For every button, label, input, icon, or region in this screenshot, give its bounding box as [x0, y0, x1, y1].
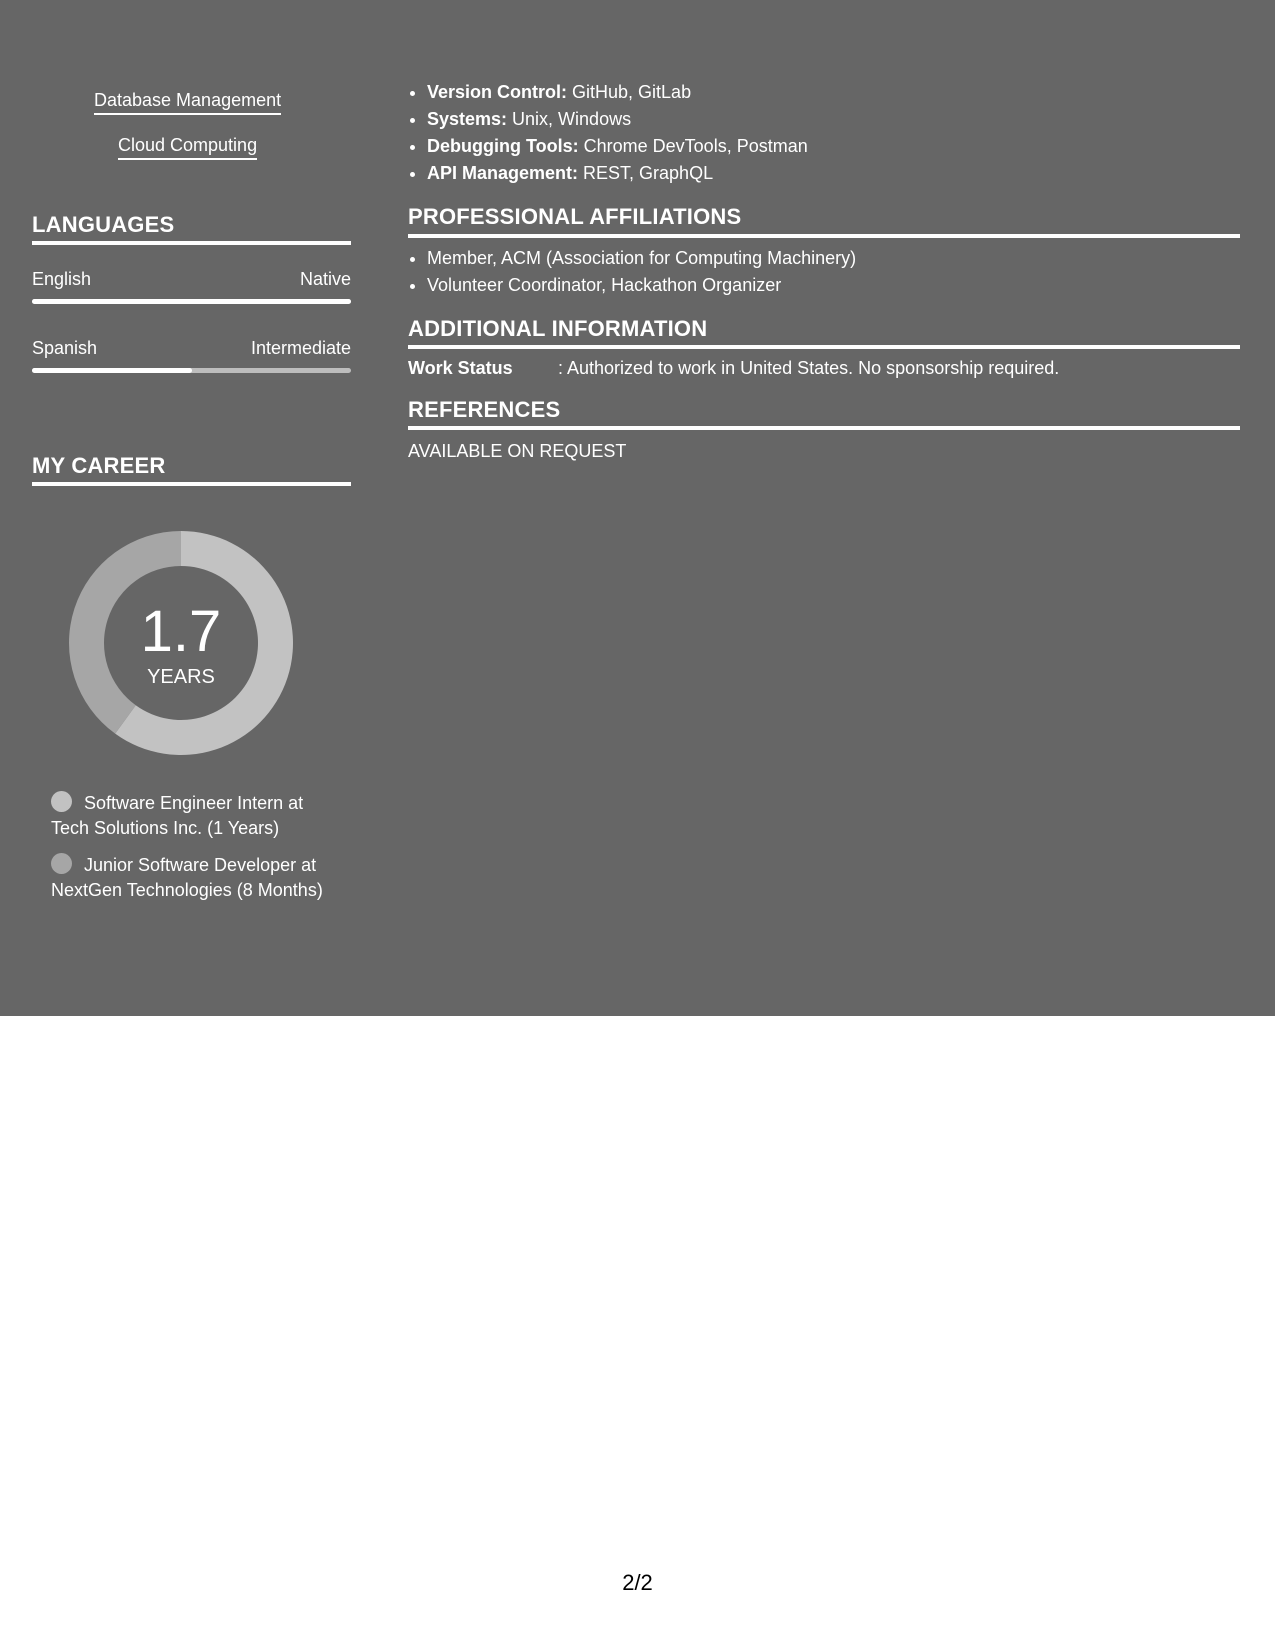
language-name-english: English [32, 269, 92, 289]
affiliations-heading: PROFESSIONAL AFFILIATIONS [408, 204, 742, 229]
main-content [408, 0, 1240, 1016]
skill-value: GitHub, GitLab [567, 82, 692, 102]
language-bar-fill-spanish [32, 368, 192, 373]
technical-skills-list [408, 79, 808, 187]
references-text: AVAILABLE ON REQUEST [408, 441, 627, 461]
skill-tag-database-management: Database Management [94, 89, 281, 115]
skill-tag-cloud-computing: Cloud Computing [118, 134, 257, 160]
skill-list-item [427, 79, 808, 106]
language-name-spanish: Spanish [32, 338, 98, 358]
skill-list-item [427, 133, 808, 160]
language-level-spanish: Intermediate [250, 338, 351, 358]
career-divider [32, 482, 351, 486]
work-status-value: : Authorized to work in United States. No sponsorship required. [558, 358, 1060, 378]
references-divider [408, 426, 1240, 430]
career-legend-item [51, 791, 341, 841]
career-donut-chart [66, 528, 296, 758]
additional-info-heading: ADDITIONAL INFORMATION [408, 316, 708, 341]
references-heading: REFERENCES [408, 397, 561, 422]
sidebar [32, 0, 351, 1016]
language-bar-spanish [32, 368, 351, 373]
career-legend-label: Junior Software Developer at NextGen Technologies (8 Months) [51, 855, 323, 900]
language-level-english: Native [299, 269, 351, 289]
affiliation-item: • Member, ACM (Association for Computing Machinery) [427, 245, 856, 272]
legend-dot [51, 853, 72, 874]
career-total-value: 1.7 [140, 599, 222, 664]
career-heading: MY CAREER [32, 453, 166, 478]
career-total-unit: YEARS [147, 666, 215, 688]
affiliation-item: • Volunteer Coordinator, Hackathon Organizer [427, 272, 856, 299]
career-legend-item [51, 853, 341, 903]
skill-value: Unix, Windows [507, 109, 632, 129]
skill-key: API Management: [427, 163, 579, 183]
affiliations-divider [408, 234, 1240, 238]
languages-heading: LANGUAGES [32, 212, 175, 237]
work-status-row [408, 357, 1059, 379]
skill-list-item [427, 106, 808, 133]
language-bar-fill-english [32, 299, 351, 304]
skill-value: REST, GraphQL [578, 163, 714, 183]
skill-value: Chrome DevTools, Postman [578, 136, 808, 156]
additional-info-divider [408, 345, 1240, 349]
skill-list-item [427, 160, 808, 187]
skill-key: Version Control: [427, 82, 568, 102]
languages-divider [32, 241, 351, 245]
legend-dot [51, 791, 72, 812]
page-number: 2/2 [622, 1570, 653, 1595]
skill-key: Systems: [427, 109, 508, 129]
language-bar-english [32, 299, 351, 304]
affiliations-list [408, 245, 856, 299]
skill-key: Debugging Tools: [427, 136, 579, 156]
work-status-label: Work Status [408, 358, 513, 378]
career-legend-label: Software Engineer Intern at Tech Solutions Inc. (1 Years) [51, 793, 304, 838]
